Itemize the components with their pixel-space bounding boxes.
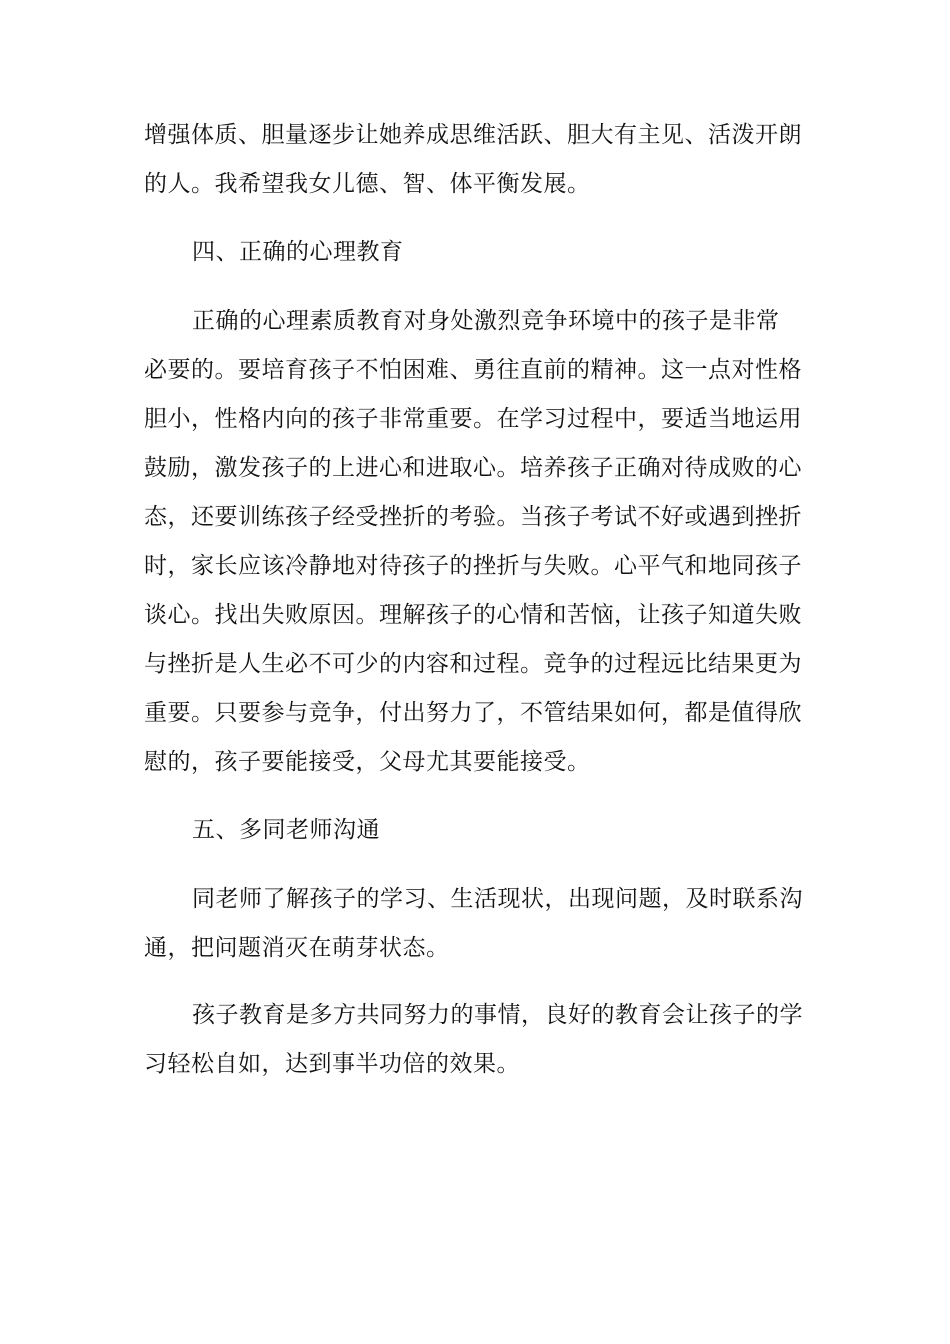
- paragraph-1-line-2: 的人。我希望我女儿德、智、体平衡发展。: [144, 171, 591, 197]
- document-body: [144, 111, 808, 1089]
- paragraph-2-line-2: 必要的。要培育孩子不怕困难、勇往直前的精神。这一点对性格: [144, 357, 802, 383]
- paragraph-2-line-4: 鼓励，激发孩子的上进心和进取心。培养孩子正确对待成败的心: [144, 455, 802, 481]
- paragraph-2-line-5: 态，还要训练孩子经受挫折的考验。当孩子考试不好或遇到挫折: [144, 504, 802, 530]
- paragraph-spacer: [144, 973, 808, 991]
- paragraph-1-line-1: 增强体质、胆量逐步让她养成思维活跃、胆大有主见、活泼开朗: [144, 122, 802, 148]
- paragraph-2-line-3: 胆小，性格内向的孩子非常重要。在学习过程中，要适当地运用: [144, 406, 802, 432]
- paragraph-1: [144, 111, 808, 209]
- paragraph-2-line-1: 正确的心理素质教育对身处激烈竞争环境中的孩子是非常: [192, 308, 780, 334]
- paragraph-2-line-6: 时，家长应该冷静地对待孩子的挫折与失败。心平气和地同孩子: [144, 553, 802, 579]
- paragraph-3-line-1: 同老师了解孩子的学习、生活现状，出现问题，及时联系沟: [192, 886, 803, 912]
- paragraph-4-line-2: 习轻松自如，达到事半功倍的效果。: [144, 1051, 520, 1077]
- paragraph-2: [144, 297, 808, 787]
- paragraph-2-line-10: 慰的，孩子要能接受，父母尤其要能接受。: [144, 749, 591, 775]
- paragraph-2-line-8: 与挫折是人生必不可少的内容和过程。竞争的过程远比结果更为: [144, 651, 802, 677]
- paragraph-2-line-7: 谈心。找出失败原因。理解孩子的心情和苦恼，让孩子知道失败: [144, 602, 802, 628]
- paragraph-2-line-9: 重要。只要参与竞争，付出努力了，不管结果如何，都是值得欣: [144, 700, 802, 726]
- paragraph-3-line-2: 通，把问题消灭在萌芽状态。: [144, 935, 450, 961]
- paragraph-4: [144, 991, 808, 1089]
- paragraph-4-line-1: 孩子教育是多方共同努力的事情，良好的教育会让孩子的学: [192, 1002, 803, 1028]
- section-heading-4: 四、正确的心理教育: [192, 239, 404, 265]
- paragraph-3: [144, 875, 808, 973]
- section-heading-5: 五、多同老师沟通: [192, 817, 380, 843]
